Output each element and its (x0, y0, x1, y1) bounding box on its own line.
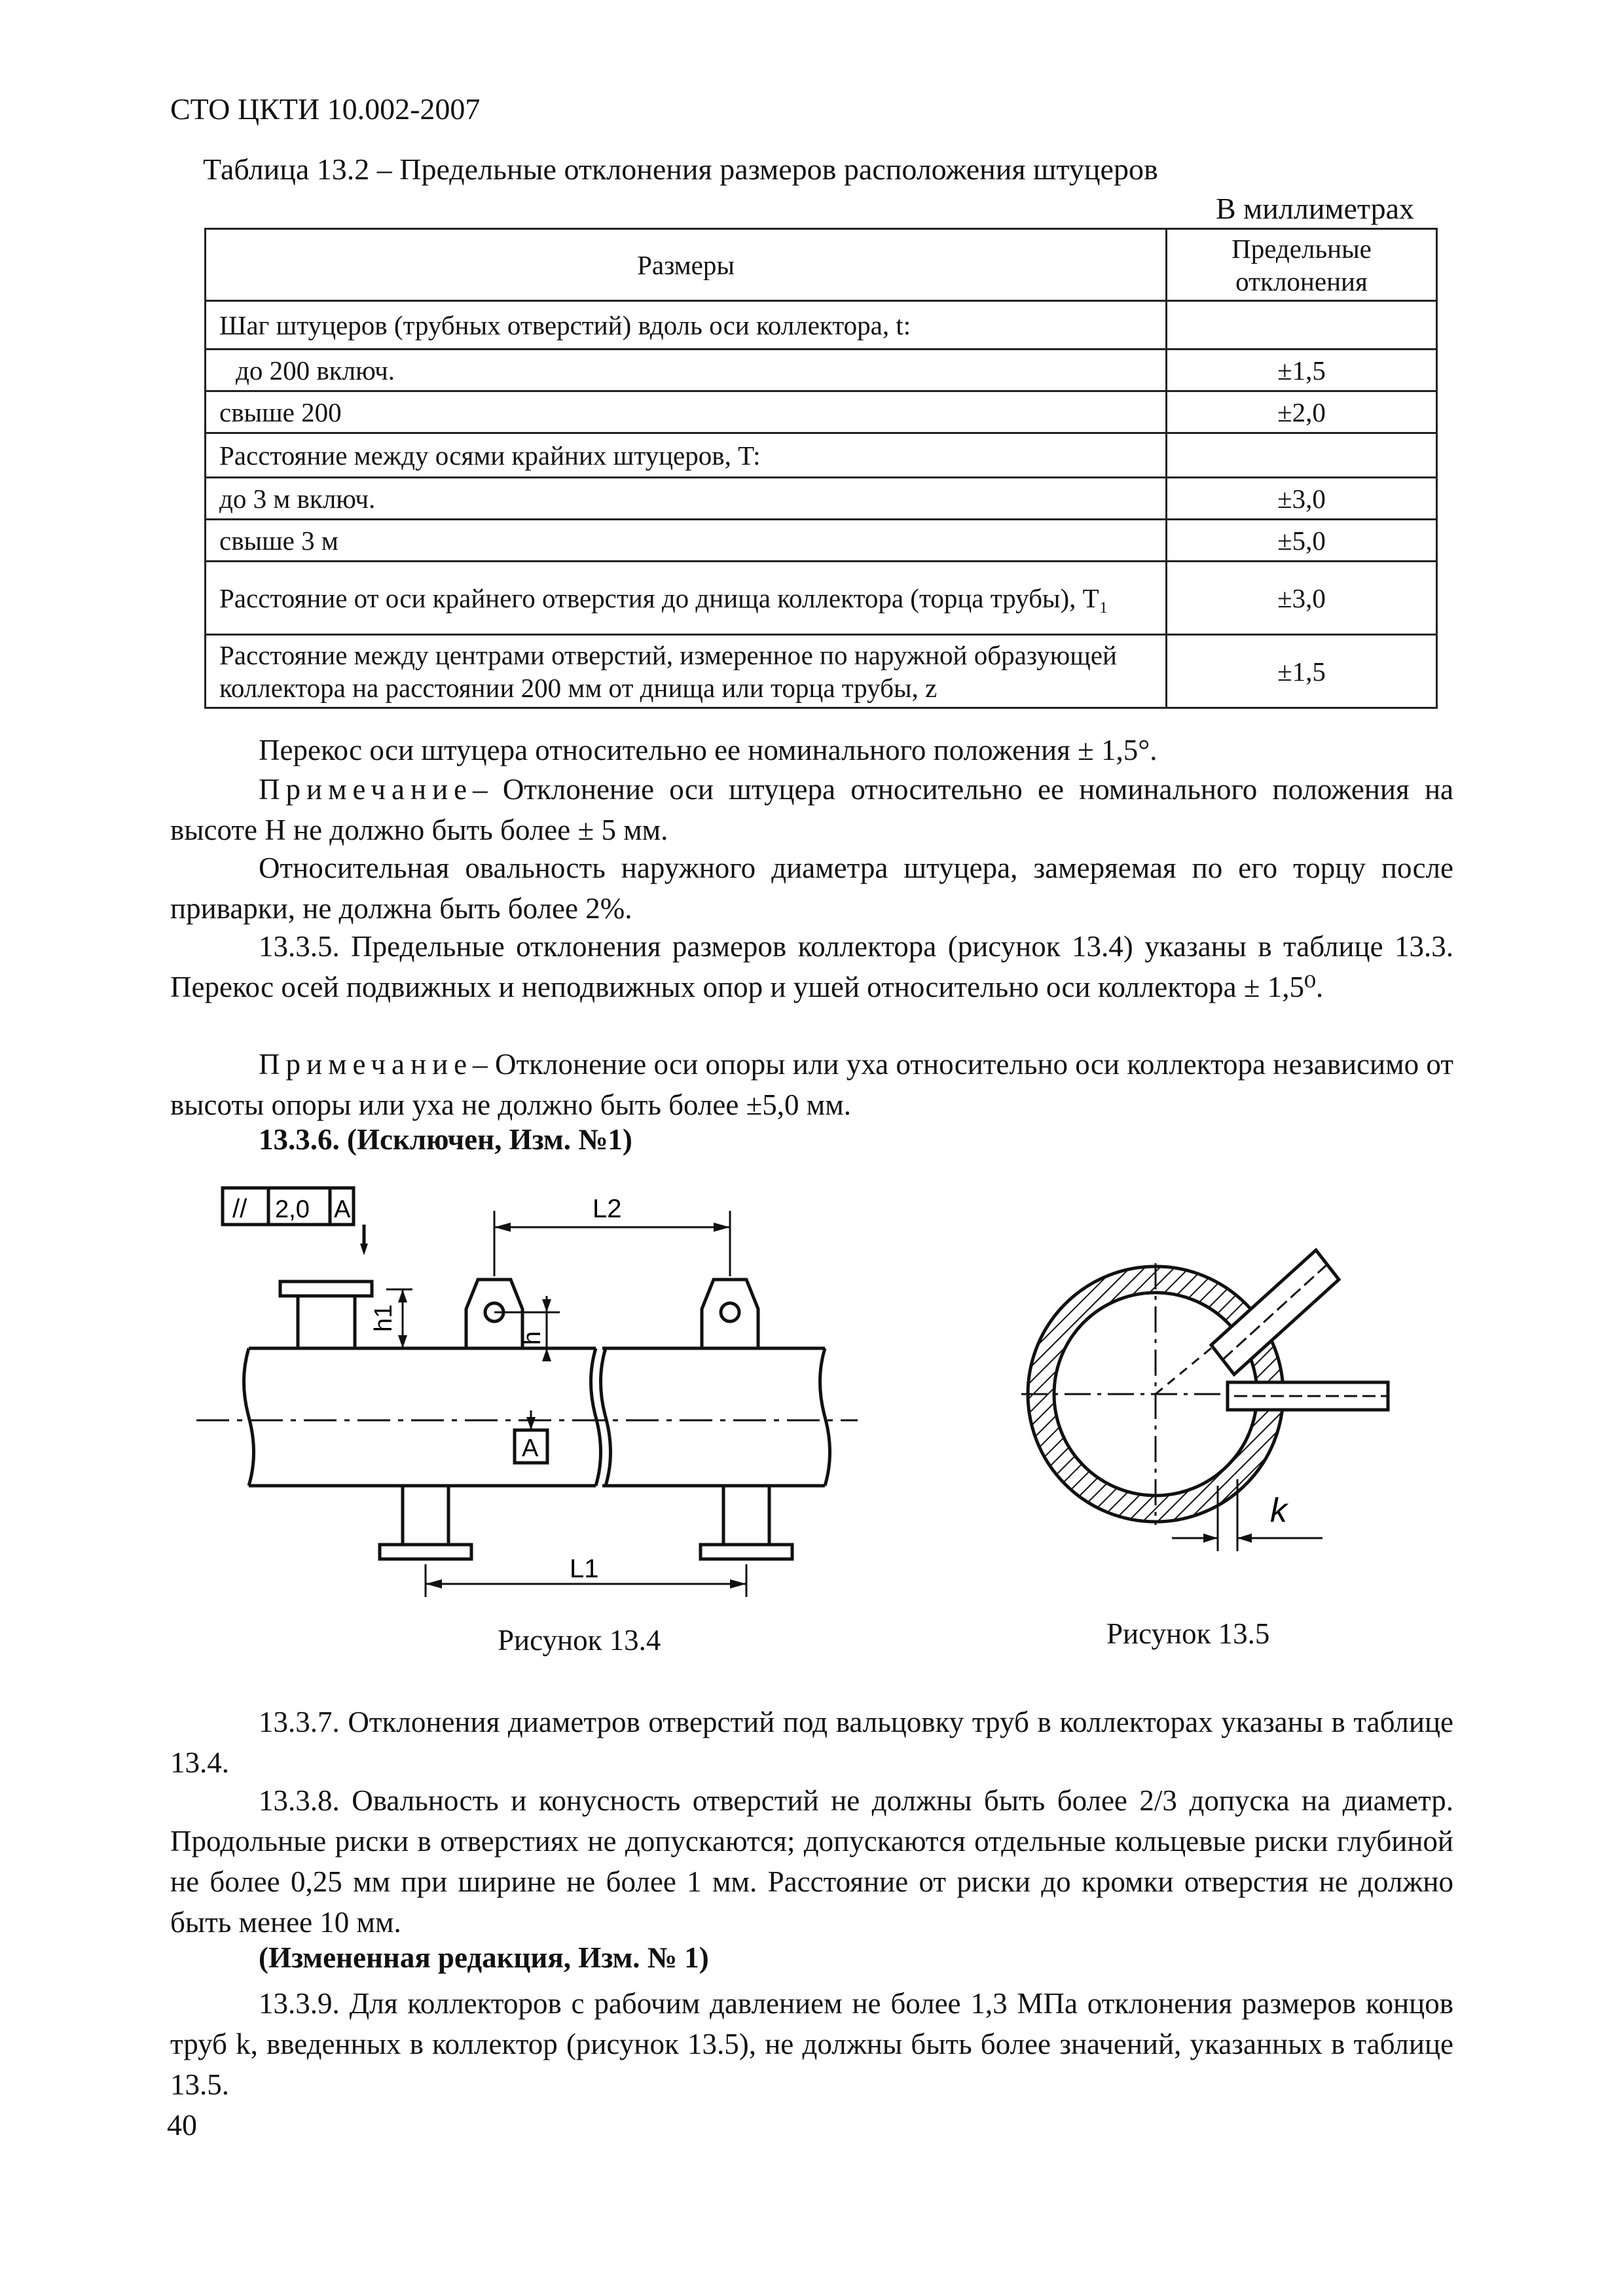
table-cell-label: Шаг штуцеров (трубных отверстий) вдоль оси коллектора, t: (206, 301, 1167, 350)
table-cell-label: свыше 200 (206, 391, 1167, 433)
note-2 (170, 1044, 1453, 1125)
tolerance-datum: A (334, 1196, 351, 1223)
paragraph-13-3-6: 13.3.6. (Исключен, Изм. №1) (259, 1123, 632, 1156)
note-text: – Отклонение оси опоры или уха относительно оси коллектора независимо от высоты опоры или уха не должно быть более ±5,0 мм. (170, 1048, 1453, 1121)
figure-13-4 (183, 1172, 864, 1604)
document-header: СТО ЦКТИ 10.002-2007 (170, 92, 481, 126)
table-cell-value (1167, 433, 1437, 478)
note-label: Примечание (259, 1048, 473, 1081)
label-l2: L2 (593, 1194, 622, 1223)
table-cell-value: ±5,0 (1167, 520, 1437, 562)
paragraph-13-3-8: 13.3.8. Овальность и конусность отверстий не должны быть более 2/3 допуска на диаметр. Продольные риски в отверстиях не допускаются; допускаются отдельные кольцевые риски глубиной не более 0,25 мм при ширине не более 1 мм. Расстояние от риски до кромки отверстия не должно быть менее 10 мм. (170, 1784, 1453, 1939)
label-h1: h1 (370, 1304, 397, 1332)
table-header-sizes: Размеры (206, 229, 1167, 301)
table-title: Таблица 13.2 – Предельные отклонения размеров расположения штуцеров (203, 152, 1158, 186)
table-cell-label: Расстояние от оси крайнего отверстия до днища коллектора (торца трубы), T₁ (206, 562, 1167, 635)
table-cell-label: до 3 м включ. (206, 478, 1167, 520)
figure-13-5-caption: Рисунок 13.5 (1106, 1617, 1270, 1650)
label-k: k (1270, 1492, 1287, 1530)
paragraph-13-3-9: 13.3.9. Для коллекторов с рабочим давлением не более 1,3 МПа отклонения размеров концов труб k, введенных в коллектор (рисунок 13.5), не должны быть более значений, указанных в таблице 13.5. (170, 1987, 1453, 2101)
tolerance-symbol: // (232, 1194, 247, 1223)
figure-13-4-caption: Рисунок 13.4 (498, 1624, 661, 1657)
table-cell-value: ±3,0 (1167, 562, 1437, 635)
table-header-deviations: Предельные отклонения (1167, 229, 1437, 301)
page-number: 40 (167, 2108, 197, 2142)
paragraph-amended: (Измененная редакция, Изм. № 1) (259, 1941, 709, 1974)
table-cell-value: ±1,5 (1167, 635, 1437, 708)
table-cell-label: Расстояние между центрами отверстий, измеренное по наружной образующей коллектора на расстоянии 200 мм от днища или торца трубы, z (206, 635, 1167, 708)
table-cell-label: до 200 включ. (206, 350, 1167, 391)
table-units: В миллиметрах (1216, 192, 1415, 225)
paragraph-ovality: Относительная овальность наружного диаметра штуцера, замеряемая по его торцу после приварки, не должна быть более 2%. (170, 852, 1453, 925)
table-cell-value: ±1,5 (1167, 350, 1437, 391)
table-cell-value: ±2,0 (1167, 391, 1437, 433)
table-cell-label: Расстояние между осями крайних штуцеров, T: (206, 433, 1167, 478)
note-label: Примечание (259, 773, 473, 806)
paragraph-13-3-7: 13.3.7. Отклонения диаметров отверстий под вальцовку труб в коллекторах указаны в таблице 13.4. (170, 1706, 1453, 1779)
table-cell-value: ±3,0 (1167, 478, 1437, 520)
table-cell-label: свыше 3 м (206, 520, 1167, 562)
label-l1: L1 (570, 1554, 599, 1583)
datum-label: A (522, 1435, 539, 1462)
tolerance-table (204, 228, 1438, 709)
table-cell-value (1167, 301, 1437, 350)
note-text: – Отклонение оси штуцера относительно ее номинального положения на высоте H не должно быть более ± 5 мм. (170, 773, 1453, 846)
note-1 (170, 769, 1453, 850)
paragraph-13-3-5: 13.3.5. Предельные отклонения размеров коллектора (рисунок 13.4) указаны в таблице 13.3. Перекос осей подвижных и неподвижных опор и ушей относительно оси коллектора ± 1,5⁰. (170, 930, 1453, 1003)
paragraph-skew: Перекос оси штуцера относительно ее номинального положения ± 1,5°. (259, 734, 1158, 766)
tolerance-value: 2,0 (275, 1196, 310, 1223)
label-h: h (519, 1331, 546, 1345)
figure-13-5 (1008, 1211, 1401, 1577)
